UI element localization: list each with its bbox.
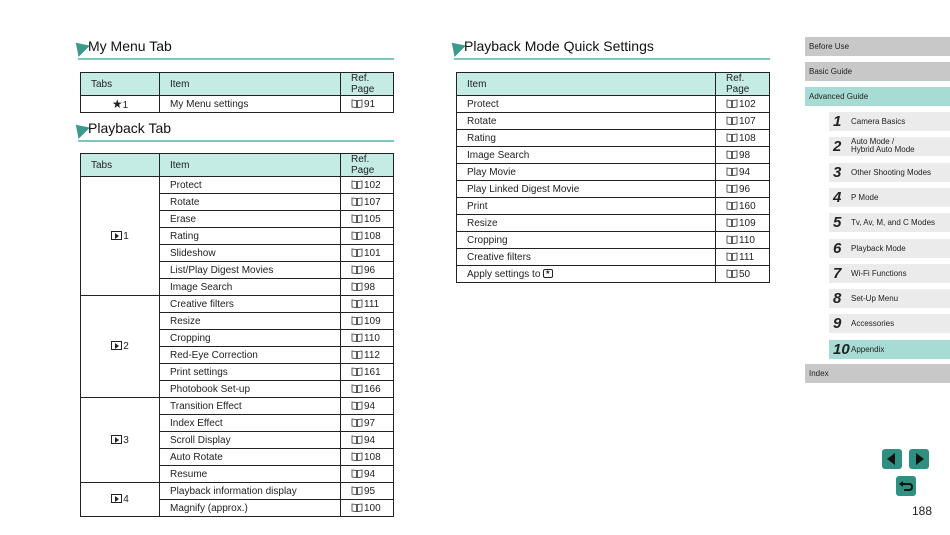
table-row (81, 96, 394, 113)
chapter-label: Tv, Av, M, and C Modes (851, 218, 936, 228)
item-cell (457, 249, 716, 266)
ref-page-cell (716, 198, 770, 215)
item-cell: Photobook Set-up (160, 381, 341, 398)
book-icon (351, 231, 363, 240)
item-cell (457, 266, 716, 283)
ref-page-number: 111 (364, 298, 380, 310)
ref-page-number: 160 (739, 200, 756, 212)
ref-page-cell (341, 483, 394, 500)
table-row (457, 113, 770, 130)
ref-page-cell (716, 96, 770, 113)
tab-number: 1 (123, 230, 129, 242)
ref-page-number: 94 (364, 400, 376, 412)
book-icon (351, 418, 363, 427)
col-item: Item (160, 73, 341, 96)
sidebar-item-index[interactable]: Index (805, 364, 950, 383)
ref-page-cell (341, 449, 394, 466)
chapter-number: 8 (833, 290, 842, 308)
chapter-number: 9 (833, 315, 842, 333)
chapter-number: 5 (833, 214, 842, 232)
heading-rule (454, 58, 770, 60)
heading-rule (78, 140, 394, 142)
ref-page-number: 50 (739, 268, 751, 280)
book-icon (351, 503, 363, 512)
playback-icon (111, 494, 122, 503)
ref-page-number: 107 (364, 196, 381, 208)
ref-page-number: 100 (364, 502, 381, 514)
chapter-number: 6 (833, 239, 842, 257)
item-cell: Red-Eye Correction (160, 347, 341, 364)
item-label: Apply settings to (467, 268, 541, 280)
ref-page-number: 107 (739, 115, 756, 127)
table-row (457, 96, 770, 113)
item-cell: Auto Rotate (160, 449, 341, 466)
next-page-icon (909, 449, 929, 469)
table-row (457, 215, 770, 232)
ref-page-number: 166 (364, 383, 381, 395)
col-ref-page: Ref. Page (341, 154, 394, 177)
book-icon (351, 214, 363, 223)
ref-page-number: 108 (364, 451, 381, 463)
book-icon (726, 184, 738, 193)
table-row (457, 181, 770, 198)
ref-page-number: 110 (364, 332, 380, 344)
ref-page-cell (716, 232, 770, 249)
playback-icon (111, 231, 122, 240)
chapter-number: 4 (833, 188, 842, 206)
book-icon (726, 235, 738, 244)
ref-page-cell (716, 130, 770, 147)
ref-page-number: 91 (364, 98, 376, 110)
ref-page-cell (341, 415, 394, 432)
item-cell: Cropping (160, 330, 341, 347)
sidebar-chapter-4[interactable] (829, 188, 950, 207)
item-cell (457, 215, 716, 232)
table-row (457, 198, 770, 215)
ref-page-number: 109 (364, 315, 381, 327)
ref-page-number: 110 (739, 234, 755, 246)
book-icon (351, 316, 363, 325)
book-icon (726, 150, 738, 159)
ref-page-cell (716, 181, 770, 198)
playback-tab-heading (72, 120, 394, 138)
col-item: Item (160, 154, 341, 177)
ref-page-cell (341, 432, 394, 449)
col-ref-page: Ref. Page (341, 73, 394, 96)
item-cell: Erase (160, 211, 341, 228)
item-cell (457, 164, 716, 181)
star-icon: ★ (111, 97, 123, 111)
ref-page-cell (716, 249, 770, 266)
ref-page-cell (716, 164, 770, 181)
book-icon (351, 469, 363, 478)
chapter-label: Playback Mode (851, 243, 906, 253)
item-cell (457, 147, 716, 164)
ref-page-cell (716, 215, 770, 232)
my-menu-table (80, 72, 394, 113)
my-menu-title: My Menu Tab (88, 38, 172, 54)
heading-triangle-icon (70, 119, 90, 139)
chapter-label: P Mode (851, 192, 879, 202)
item-label: Cropping (467, 234, 508, 246)
item-cell (457, 130, 716, 147)
sidebar-chapter-3[interactable] (829, 163, 950, 182)
ref-page-cell (341, 228, 394, 245)
book-icon (351, 299, 363, 308)
ref-page-number: 95 (364, 485, 376, 497)
book-icon (726, 201, 738, 210)
sidebar-item-basic-guide[interactable]: Basic Guide (805, 62, 950, 81)
ref-page-number: 108 (364, 230, 381, 242)
item-label: Resize (467, 217, 498, 229)
ref-page-number: 98 (364, 281, 376, 293)
item-cell (457, 198, 716, 215)
sidebar-chapter-6[interactable] (829, 239, 950, 258)
table-row (457, 164, 770, 181)
tab-number: 3 (123, 434, 129, 446)
ref-page-cell (341, 347, 394, 364)
book-icon (726, 218, 738, 227)
book-icon (726, 252, 738, 261)
book-icon (351, 401, 363, 410)
chapter-number: 7 (833, 264, 842, 282)
ref-page-cell (341, 330, 394, 347)
next-page-button[interactable] (909, 449, 929, 469)
ref-page-number: 161 (364, 366, 381, 378)
book-icon (726, 116, 738, 125)
ref-page-number: 102 (364, 179, 381, 191)
sidebar-item-before-use[interactable]: Before Use (805, 37, 950, 56)
table-row (81, 398, 394, 415)
item-label: Print (467, 200, 488, 212)
ref-page-cell (341, 466, 394, 483)
book-icon (351, 180, 363, 189)
chapter-label: Appendix (851, 344, 885, 354)
book-icon (351, 333, 363, 342)
item-label: Rating (467, 132, 496, 144)
item-cell (457, 181, 716, 198)
heading-triangle-icon (70, 37, 90, 57)
item-cell: Rotate (160, 194, 341, 211)
table-row (81, 177, 394, 194)
sidebar-chapter-7[interactable] (829, 264, 950, 283)
chapter-label: Other Shooting Modes (851, 167, 932, 177)
tab-cell (81, 296, 160, 398)
chapter-number: 3 (833, 163, 842, 181)
ref-page-number: 96 (364, 264, 376, 276)
tab-number: 4 (123, 494, 129, 505)
book-icon (726, 167, 738, 176)
book-icon (351, 265, 363, 274)
item-cell: Index Effect (160, 415, 341, 432)
table-row (457, 232, 770, 249)
heading-triangle-icon (446, 37, 466, 57)
ref-page-number: 94 (364, 468, 376, 480)
page-number: 188 (912, 504, 933, 518)
return-button[interactable] (896, 476, 916, 496)
ref-page-cell (716, 266, 770, 283)
item-label: Rotate (467, 115, 497, 127)
ref-page-number: 102 (739, 98, 756, 110)
item-cell: Playback information display (160, 483, 341, 500)
prev-page-button[interactable] (882, 449, 902, 469)
quick-settings-title: Playback Mode Quick Settings (464, 38, 654, 54)
item-cell: Rating (160, 228, 341, 245)
item-cell (457, 113, 716, 130)
sidebar-item-advanced-guide[interactable] (805, 87, 950, 106)
tab-cell (81, 177, 160, 296)
item-cell: Print settings (160, 364, 341, 381)
tab-cell (81, 483, 160, 517)
my-menu-heading (72, 38, 394, 56)
sidebar-chapter-10[interactable] (829, 340, 950, 359)
chapter-label: Wi-Fi Functions (851, 268, 907, 278)
chapter-number: 1 (833, 113, 842, 130)
tab-cell (81, 398, 160, 483)
ref-page-number: 105 (364, 213, 381, 225)
chapter-label: Accessories (851, 319, 895, 329)
col-tabs: Tabs (81, 73, 160, 96)
col-ref-page: Ref. Page (716, 73, 770, 96)
ref-page-cell (341, 313, 394, 330)
book-icon (351, 452, 363, 461)
ref-page-cell (341, 177, 394, 194)
heading-rule (78, 58, 394, 60)
table-row (81, 483, 394, 500)
book-icon (726, 269, 738, 278)
ref-page-number: 112 (364, 349, 380, 361)
table-row (457, 249, 770, 266)
chapter-label: Camera Basics (851, 117, 906, 126)
ref-page-cell (341, 296, 394, 313)
item-cell (457, 96, 716, 113)
item-label: Play Movie (467, 166, 516, 178)
ref-page-number: 96 (739, 183, 751, 195)
book-icon (351, 367, 363, 376)
item-cell: Scroll Display (160, 432, 341, 449)
ref-page-cell (341, 96, 394, 113)
ref-page-cell (341, 500, 394, 517)
book-icon (351, 350, 363, 359)
item-label: Image Search (467, 149, 530, 161)
tab-cell (81, 96, 160, 113)
item-cell (457, 232, 716, 249)
ref-page-cell (341, 381, 394, 398)
playback-tab-title: Playback Tab (88, 120, 172, 136)
sidebar-chapter-9[interactable] (829, 314, 950, 333)
item-cell: Slideshow (160, 245, 341, 262)
advanced-guide-label: Advanced Guide (809, 92, 869, 101)
tab-number: 1 (122, 100, 129, 111)
prev-page-icon (882, 449, 902, 469)
ref-page-cell (716, 113, 770, 130)
ref-page-cell (341, 245, 394, 262)
table-row (81, 296, 394, 313)
item-cell: Resize (160, 313, 341, 330)
ref-page-cell (341, 194, 394, 211)
book-icon (351, 248, 363, 257)
ref-page-cell (341, 262, 394, 279)
item-cell: My Menu settings (160, 96, 341, 113)
item-cell: Resume (160, 466, 341, 483)
ref-page-cell (716, 147, 770, 164)
book-icon (351, 435, 363, 444)
ref-page-number: 111 (739, 251, 755, 263)
table-row (457, 266, 770, 283)
camera-star-icon (543, 269, 553, 278)
book-icon (351, 282, 363, 291)
item-cell: Image Search (160, 279, 341, 296)
quick-settings-heading (448, 38, 770, 56)
item-cell: Protect (160, 177, 341, 194)
ref-page-cell (341, 211, 394, 228)
quick-settings-table (456, 72, 770, 283)
ref-page-cell (341, 398, 394, 415)
ref-page-number: 98 (739, 149, 751, 161)
sidebar-chapter-2[interactable] (829, 137, 950, 156)
ref-page-number: 101 (364, 247, 381, 259)
book-icon (726, 133, 738, 142)
chapter-number: 10 (833, 340, 850, 358)
book-icon (351, 99, 363, 108)
col-item: Item (457, 73, 716, 96)
book-icon (351, 384, 363, 393)
item-label: Play Linked Digest Movie (467, 183, 580, 195)
book-icon (351, 486, 363, 495)
chapter-label: Set-Up Menu (851, 294, 899, 304)
item-label: Protect (467, 98, 499, 110)
item-label: Creative filters (467, 251, 531, 263)
sidebar-chapter-8[interactable] (829, 289, 950, 308)
table-row (457, 130, 770, 147)
ref-page-number: 108 (739, 132, 756, 144)
ref-page-cell (341, 279, 394, 296)
ref-page-number: 109 (739, 217, 756, 229)
ref-page-number: 94 (364, 434, 376, 446)
book-icon (351, 197, 363, 206)
item-cell: List/Play Digest Movies (160, 262, 341, 279)
playback-icon (111, 341, 122, 350)
item-cell: Creative filters (160, 296, 341, 313)
chapter-label: Auto Mode / Hybrid Auto Mode (851, 137, 915, 155)
sidebar-chapter-5[interactable] (829, 213, 950, 232)
return-icon (896, 476, 916, 496)
table-row (457, 147, 770, 164)
item-cell: Magnify (approx.) (160, 500, 341, 517)
chapter-number: 2 (833, 138, 842, 156)
tab-number: 2 (123, 341, 129, 352)
book-icon (726, 99, 738, 108)
ref-page-cell (341, 364, 394, 381)
ref-page-number: 97 (364, 417, 376, 429)
col-tabs: Tabs (81, 154, 160, 177)
playback-tab-table (80, 153, 394, 517)
sidebar-chapter-1[interactable] (829, 112, 950, 131)
item-cell: Transition Effect (160, 398, 341, 415)
playback-icon (111, 435, 122, 444)
ref-page-number: 94 (739, 166, 751, 178)
